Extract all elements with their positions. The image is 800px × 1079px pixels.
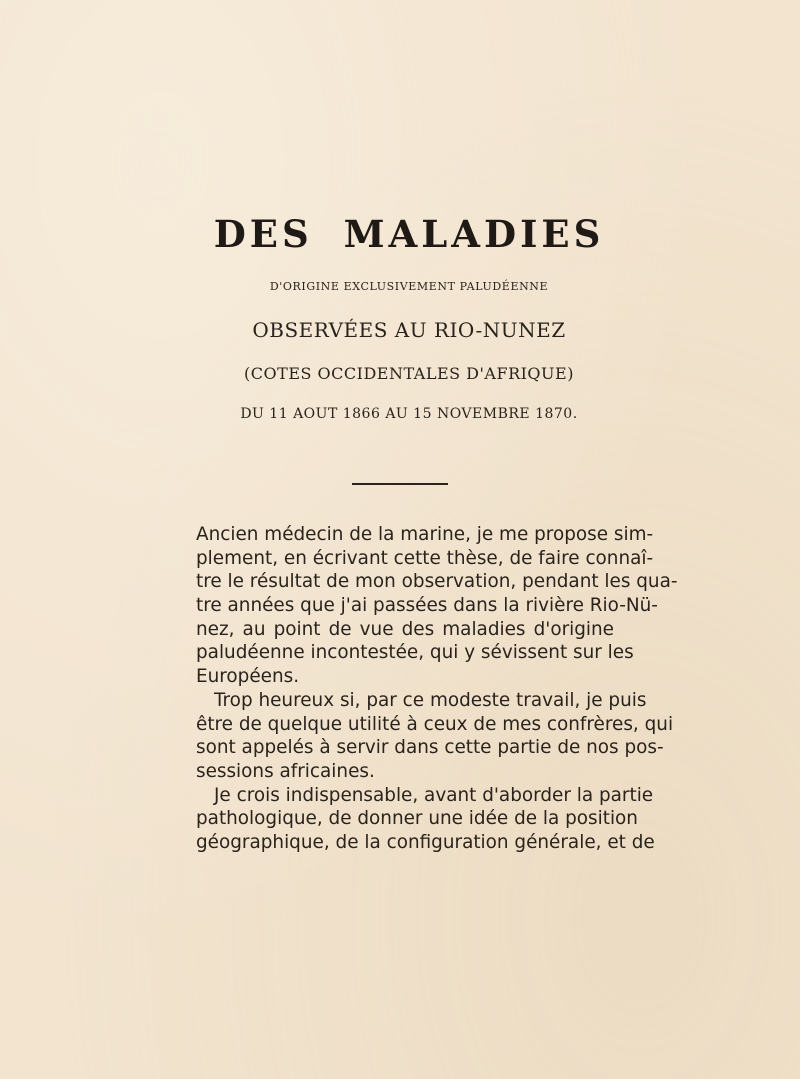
body-line: Trop heureux si, par ce modeste travail, je puis	[214, 689, 647, 711]
body-line: tre le résultat de mon observation, pendant les qua-	[196, 571, 678, 593]
body-line: sont appelés à servir dans cette partie de nos pos-	[196, 737, 664, 759]
body-line: Ancien médecin de la marine, je me propose sim-	[196, 524, 654, 545]
subtitle-dates: DU 11 AOUT 1866 AU 15 NOVEMBRE 1870.	[240, 406, 578, 422]
document-title: DES MALADIES	[213, 212, 605, 256]
body-line: plement, en écrivant cette thèse, de faire connaî-	[196, 547, 654, 569]
body-line: nez, au point de vue des maladies d'origine	[196, 618, 614, 640]
body-line: Européens.	[196, 666, 300, 688]
body-line: tre années que j'ai passées dans la rivière Rio-Nü-	[196, 595, 658, 617]
section-divider	[352, 483, 448, 485]
subtitle-observed: OBSERVÉES AU RIO-NUNEZ	[252, 318, 566, 342]
body-text	[196, 523, 678, 855]
subtitle-coasts: (COTES OCCIDENTALES D'AFRIQUE)	[244, 364, 574, 383]
subtitle-origin: D'ORIGINE EXCLUSIVEMENT PALUDÉENNE	[269, 280, 549, 293]
body-line: Je crois indispensable, avant d'aborder la partie	[214, 784, 654, 806]
body-line: paludéenne incontestée, qui y sévissent sur les	[196, 642, 634, 664]
body-line: géographique, de la configuration générale, et de	[196, 831, 655, 853]
body-line: sessions africaines.	[196, 760, 375, 782]
body-line: être de quelque utilité à ceux de mes confrères, qui	[196, 713, 674, 735]
body-line: pathologique, de donner une idée de la position	[196, 808, 638, 830]
